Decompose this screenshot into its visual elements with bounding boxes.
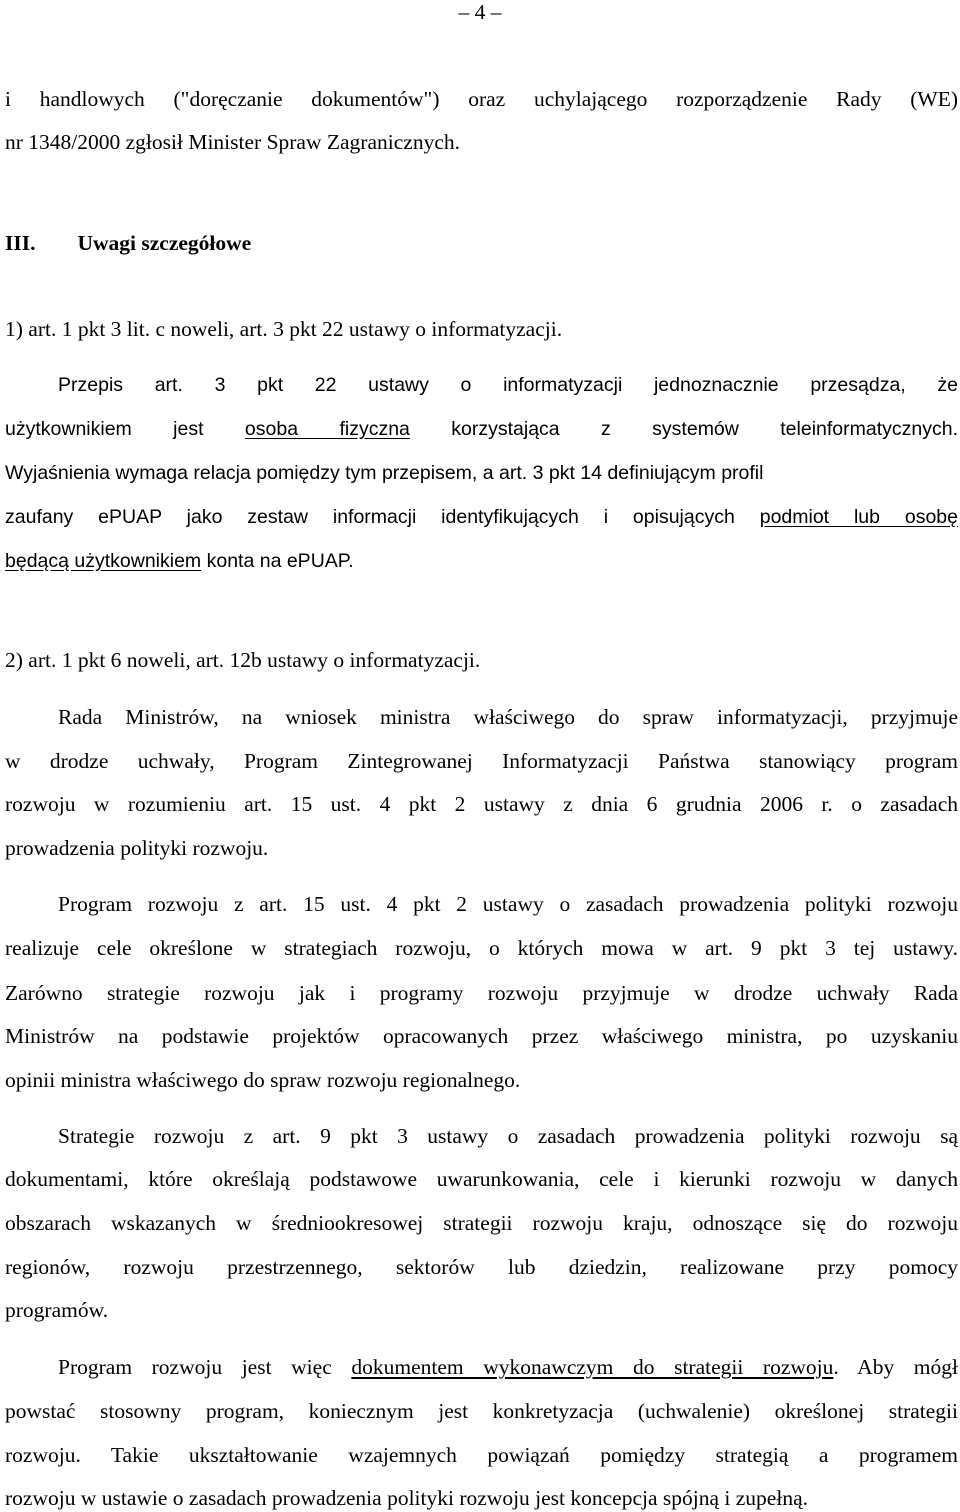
underlined-term: osoba fizyczna (244, 418, 410, 440)
p4-line-3: rozwoju. Takie ukształtowanie wzajemnych powiązań pomiędzy strategią a programem (5, 1443, 958, 1467)
item1-line-4: zaufany ePUAP jako zestaw informacji identyfikujących i opisujących podmiot lub osobę (5, 506, 959, 528)
p3-line: Strategie rozwoju z art. 9 pkt 3 ustawy o zasadach prowadzenia polityki rozwoju są (58, 1124, 958, 1148)
p1-line: Rada Ministrów, na wniosek ministra właściwego do spraw informatyzacji, przyjmuje (58, 705, 958, 729)
section-title: Uwagi szczegółowe (77, 231, 252, 255)
p2-line: Program rozwoju z art. 15 ust. 4 pkt 2 ustawy o zasadach prowadzenia polityki rozwoju (58, 892, 958, 916)
section-heading (5, 229, 958, 257)
p4-line-4: rozwoju w ustawie o zasadach prowadzenia polityki rozwoju jest koncepcja spójną i zupełną. (5, 1486, 808, 1510)
intro-line-2: nr 1348/2000 zgłosił Minister Spraw Zagranicznych. (5, 130, 460, 154)
item1-line-1: Przepis art. 3 pkt 22 ustawy o informatyzacji jednoznacznie przesądza, że (58, 374, 958, 396)
p2-line: opinii ministra właściwego do spraw rozwoju regionalnego. (5, 1068, 521, 1092)
p1-line: prowadzenia polityki rozwoju. (5, 836, 269, 860)
underlined-term: będącą użytkownikiem (5, 550, 202, 572)
item1-heading: 1) art. 1 pkt 3 lit. c noweli, art. 3 pkt 22 ustawy o informatyzacji. (5, 317, 563, 341)
p2-line: realizuje cele określone w strategiach rozwoju, o których mowa w art. 9 pkt 3 tej ustawy. (5, 936, 958, 960)
p2-line: Zarówno strategie rozwoju jak i programy rozwoju przyjmuje w drodze uchwały Rada (5, 981, 958, 1005)
item1-line-2: użytkownikiem jest osoba fizyczna korzystająca z systemów teleinformatycznych. (5, 418, 958, 440)
p3-line: obszarach wskazanych w średniookresowej strategii rozwoju kraju, odnoszące się do rozwoju (5, 1211, 958, 1235)
p1-line: w drodze uchwały, Program Zintegrowanej Informatyzacji Państwa stanowiący program (5, 749, 958, 773)
section-numeral: III. (5, 231, 36, 255)
p4-line-2: powstać stosowny program, koniecznym jest konkretyzacja (uchwalenie) określonej strategii (5, 1399, 958, 1423)
p3-line: programów. (5, 1298, 109, 1322)
item1-line-3: Wyjaśnienia wymaga relacja pomiędzy tym przepisem, a art. 3 pkt 14 definiującym profil (5, 462, 764, 484)
p1-line: rozwoju w rozumieniu art. 15 ust. 4 pkt 2 ustawy z dnia 6 grudnia 2006 r. o zasadach (5, 792, 958, 816)
p4-line-1: Program rozwoju jest więc dokumentem wykonawczym do strategii rozwoju. Aby mógł (58, 1355, 959, 1379)
p3-line: regionów, rozwoju przestrzennego, sektorów lub dziedzin, realizowane przy pomocy (5, 1255, 958, 1279)
page-number: – 4 – (458, 0, 502, 24)
underlined-term: podmiot lub osobę (759, 506, 959, 528)
item2-heading: 2) art. 1 pkt 6 noweli, art. 12b ustawy o informatyzacji. (5, 648, 481, 672)
item1-line-5: będącą użytkownikiem konta na ePUAP. (5, 550, 354, 572)
p3-line: dokumentami, które określają podstawowe uwarunkowania, cele i kierunki rozwoju w danych (5, 1167, 958, 1191)
intro-line-1: i handlowych ("doręczanie dokumentów") oraz uchylającego rozporządzenie Rady (WE) (5, 87, 958, 111)
underlined-term: dokumentem wykonawczym do strategii rozwoju (351, 1355, 834, 1379)
p2-line: Ministrów na podstawie projektów opracowanych przez właściwego ministra, po uzyskaniu (5, 1024, 958, 1048)
